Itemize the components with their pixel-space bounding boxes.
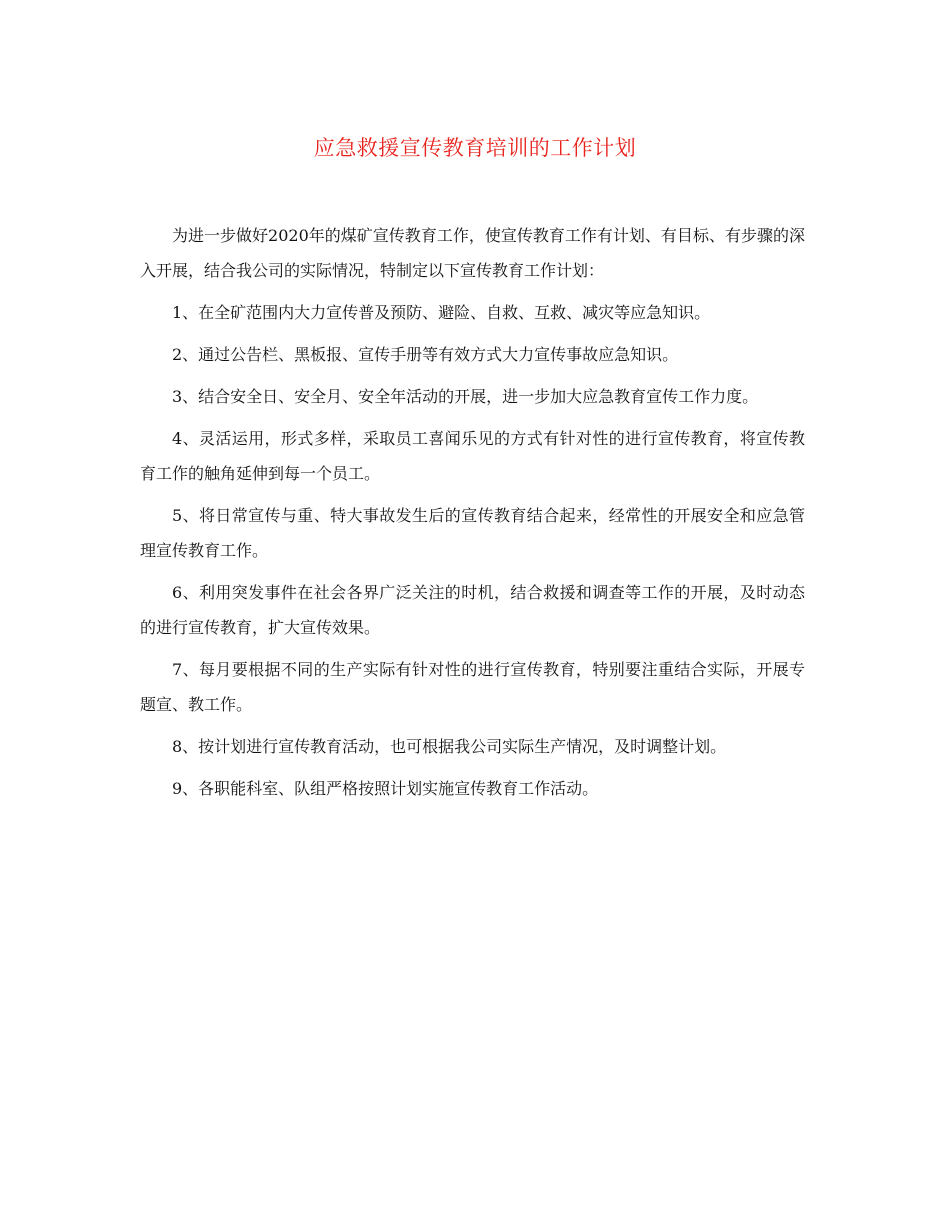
document-body — [140, 218, 805, 813]
document-title: 应急救援宣传教育培训的工作计划 — [313, 136, 637, 160]
plan-item-6: 6、利用突发事件在社会各界广泛关注的时机，结合救援和调查等工作的开展，及时动态的进行宣传教育，扩大宣传效果。 — [140, 583, 805, 637]
plan-item-9: 9、各职能科室、队组严格按照计划实施宣传教育工作活动。 — [172, 779, 599, 798]
plan-item-7: 7、每月要根据不同的生产实际有针对性的进行宣传教育，特别要注重结合实际，开展专题宣、教工作。 — [140, 660, 805, 714]
plan-item-5: 5、将日常宣传与重、特大事故发生后的宣传教育结合起来，经常性的开展安全和应急管理宣传教育工作。 — [140, 506, 805, 560]
plan-item-1: 1、在全矿范围内大力宣传普及预防、避险、自救、互救、减灾等应急知识。 — [172, 303, 711, 322]
plan-item-8: 8、按计划进行宣传教育活动，也可根据我公司实际生产情况，及时调整计划。 — [172, 737, 727, 756]
plan-item-2: 2、通过公告栏、黑板报、宣传手册等有效方式大力宣传事故应急知识。 — [172, 345, 679, 364]
plan-item-4: 4、灵活运用，形式多样，采取员工喜闻乐见的方式有针对性的进行宣传教育，将宣传教育工作的触角延伸到每一个员工。 — [140, 429, 805, 483]
intro-paragraph: 为进一步做好2020年的煤矿宣传教育工作，使宣传教育工作有计划、有目标、有步骤的深入开展，结合我公司的实际情况，特制定以下宣传教育工作计划： — [140, 226, 805, 280]
plan-item-3: 3、结合安全日、安全月、安全年活动的开展，进一步加大应急教育宣传工作力度。 — [172, 387, 759, 406]
